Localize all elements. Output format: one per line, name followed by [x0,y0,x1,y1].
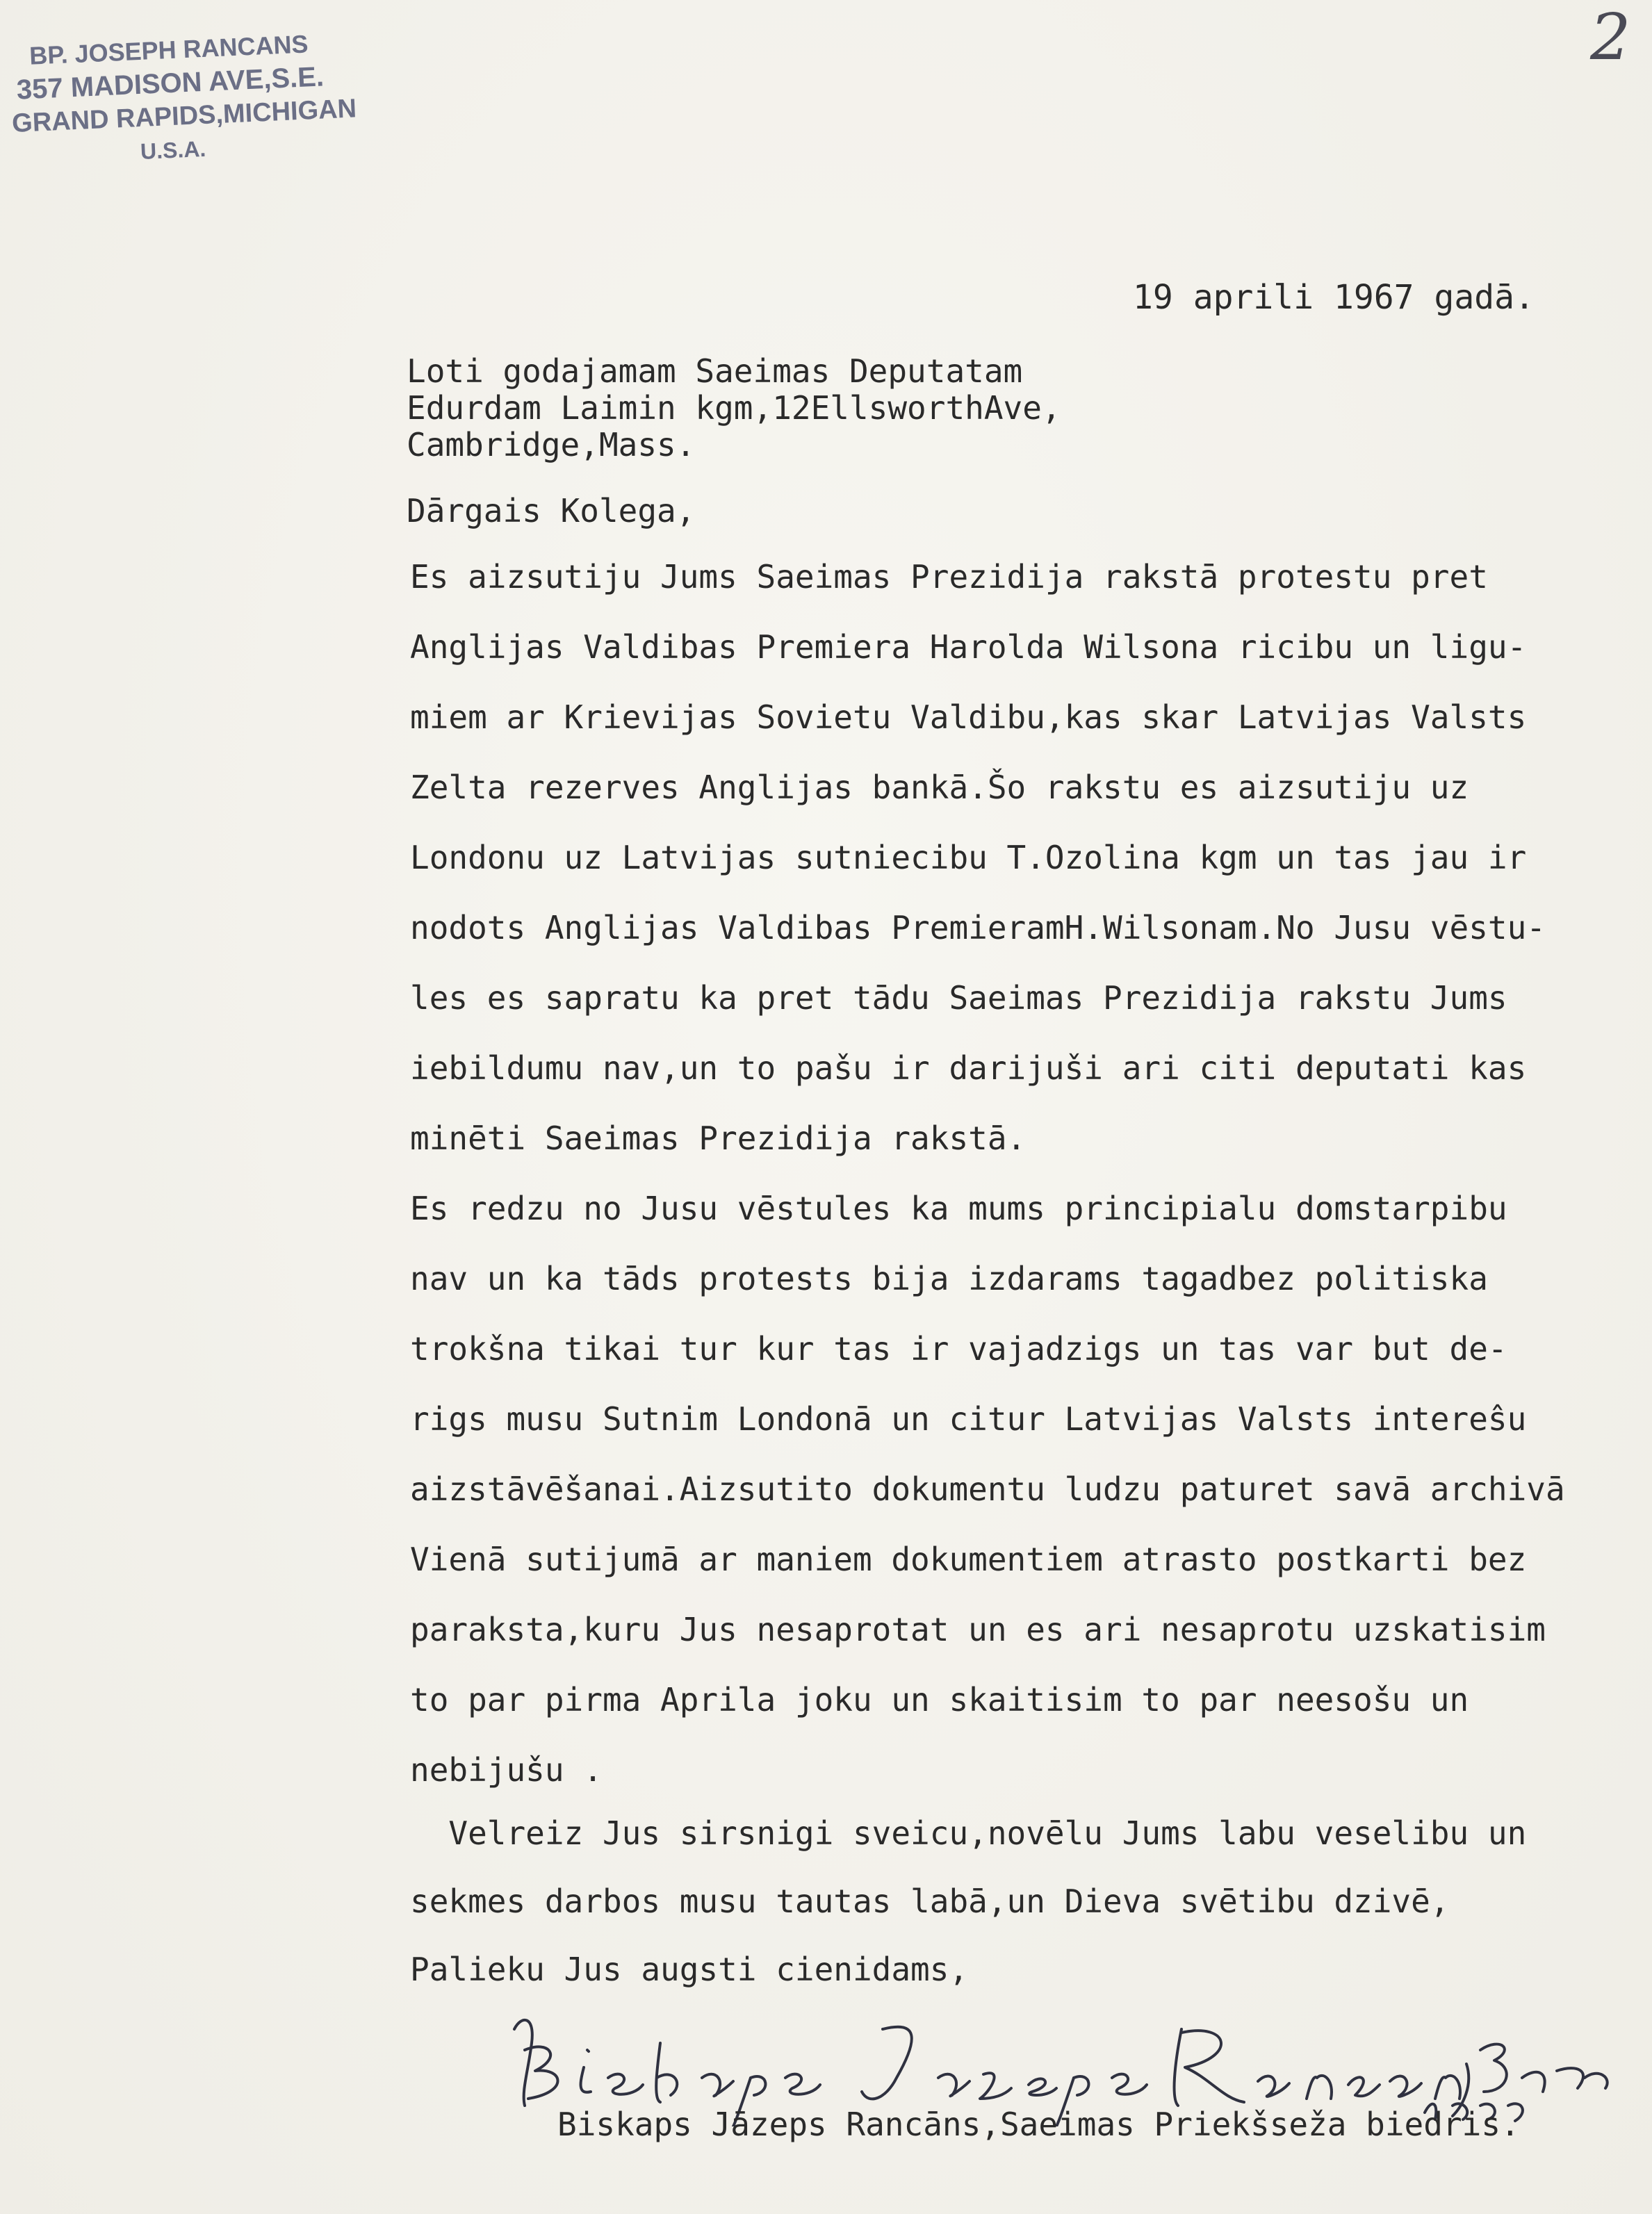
recipient-line-3: Cambridge,Mass. [407,426,696,464]
body-line: Es redzu no Jusu vēstules ka mums principialu domstarpibu [410,1190,1507,1227]
stamp-line-4: U.S.A. [140,136,206,164]
body-line: to par pirma Aprila joku un skaitisim to par neesošu un [410,1681,1469,1719]
stamp-line-2: 357 MADISON AVE,S.E. [16,61,325,106]
page-number: 2 [1590,0,1631,74]
letter-date: 19 aprili 1967 gadā. [1133,278,1535,317]
body-line: nebijušu . [410,1751,603,1789]
closing-line: Palieku Jus augsti cienidams, [410,1951,969,1988]
body-line: Anglijas Valdibas Premiera Harolda Wilsona ricibu un ligu- [410,628,1527,666]
body-line: trokšna tikai tur kur tas ir vajadzigs un tas var but de- [410,1330,1507,1368]
body-line: les es sapratu ka pret tādu Saeimas Prezidija rakstu Jums [410,979,1507,1017]
stamp-line-1: BP. JOSEPH RANCANS [28,29,309,70]
letter-body [410,557,1652,1821]
body-line: nav un ka tāds protests bija izdarams tagadbez politiska [410,1260,1488,1297]
letter-closing [410,1814,1526,2018]
body-line: minēti Saeimas Prezidija rakstā. [410,1120,1027,1157]
closing-line: Velreiz Jus sirsnigi sveicu,novēlu Jums labu veselibu un [410,1814,1527,1852]
sender-address-stamp [8,26,357,174]
recipient-address [407,353,1061,464]
body-line: aizstāvēšanai.Aizsutito dokumentu ludzu paturet savā archivā [410,1470,1565,1508]
recipient-line-1: Loti godajamam Saeimas Deputatam [407,352,1023,390]
body-line: iebildumu nav,un to pašu ir darijuši ari citi deputati kas [410,1049,1527,1087]
typed-signature-name: Biskaps Jāzeps Rancāns,Saeimas Priekšseža biedris. [557,2106,1520,2143]
closing-line: sekmes darbos musu tautas labā,un Dieva svētibu dzivē, [410,1883,1450,1920]
body-line: nodots Anglijas Valdibas PremieramH.Wilsonam.No Jusu vēstu- [410,909,1546,946]
stamp-line-3: GRAND RAPIDS,MICHIGAN [11,94,357,138]
salutation: Dārgais Kolega, [407,492,696,530]
body-line: Es aizsutiju Jums Saeimas Prezidija rakstā protestu pret [410,558,1488,596]
body-line: Londonu uz Latvijas sutniecibu T.Ozolina kgm un tas jau ir [410,839,1527,876]
body-line: miem ar Krievijas Sovietu Valdibu,kas skar Latvijas Valsts [410,698,1527,736]
body-line: rigs musu Sutnim Londonā un citur Latvijas Valsts intereŝu [410,1400,1527,1438]
body-line: Vienā sutijumā ar maniem dokumentiem atrasto postkarti bez [410,1541,1527,1578]
body-line: paraksta,kuru Jus nesaprotat un es ari nesaprotu uzskatisim [410,1611,1546,1648]
recipient-line-2: Edurdam Laimin kgm,12EllsworthAve, [407,389,1061,427]
body-line: Zelta rezerves Anglijas bankā.Šo rakstu es aizsutiju uz [410,769,1469,806]
